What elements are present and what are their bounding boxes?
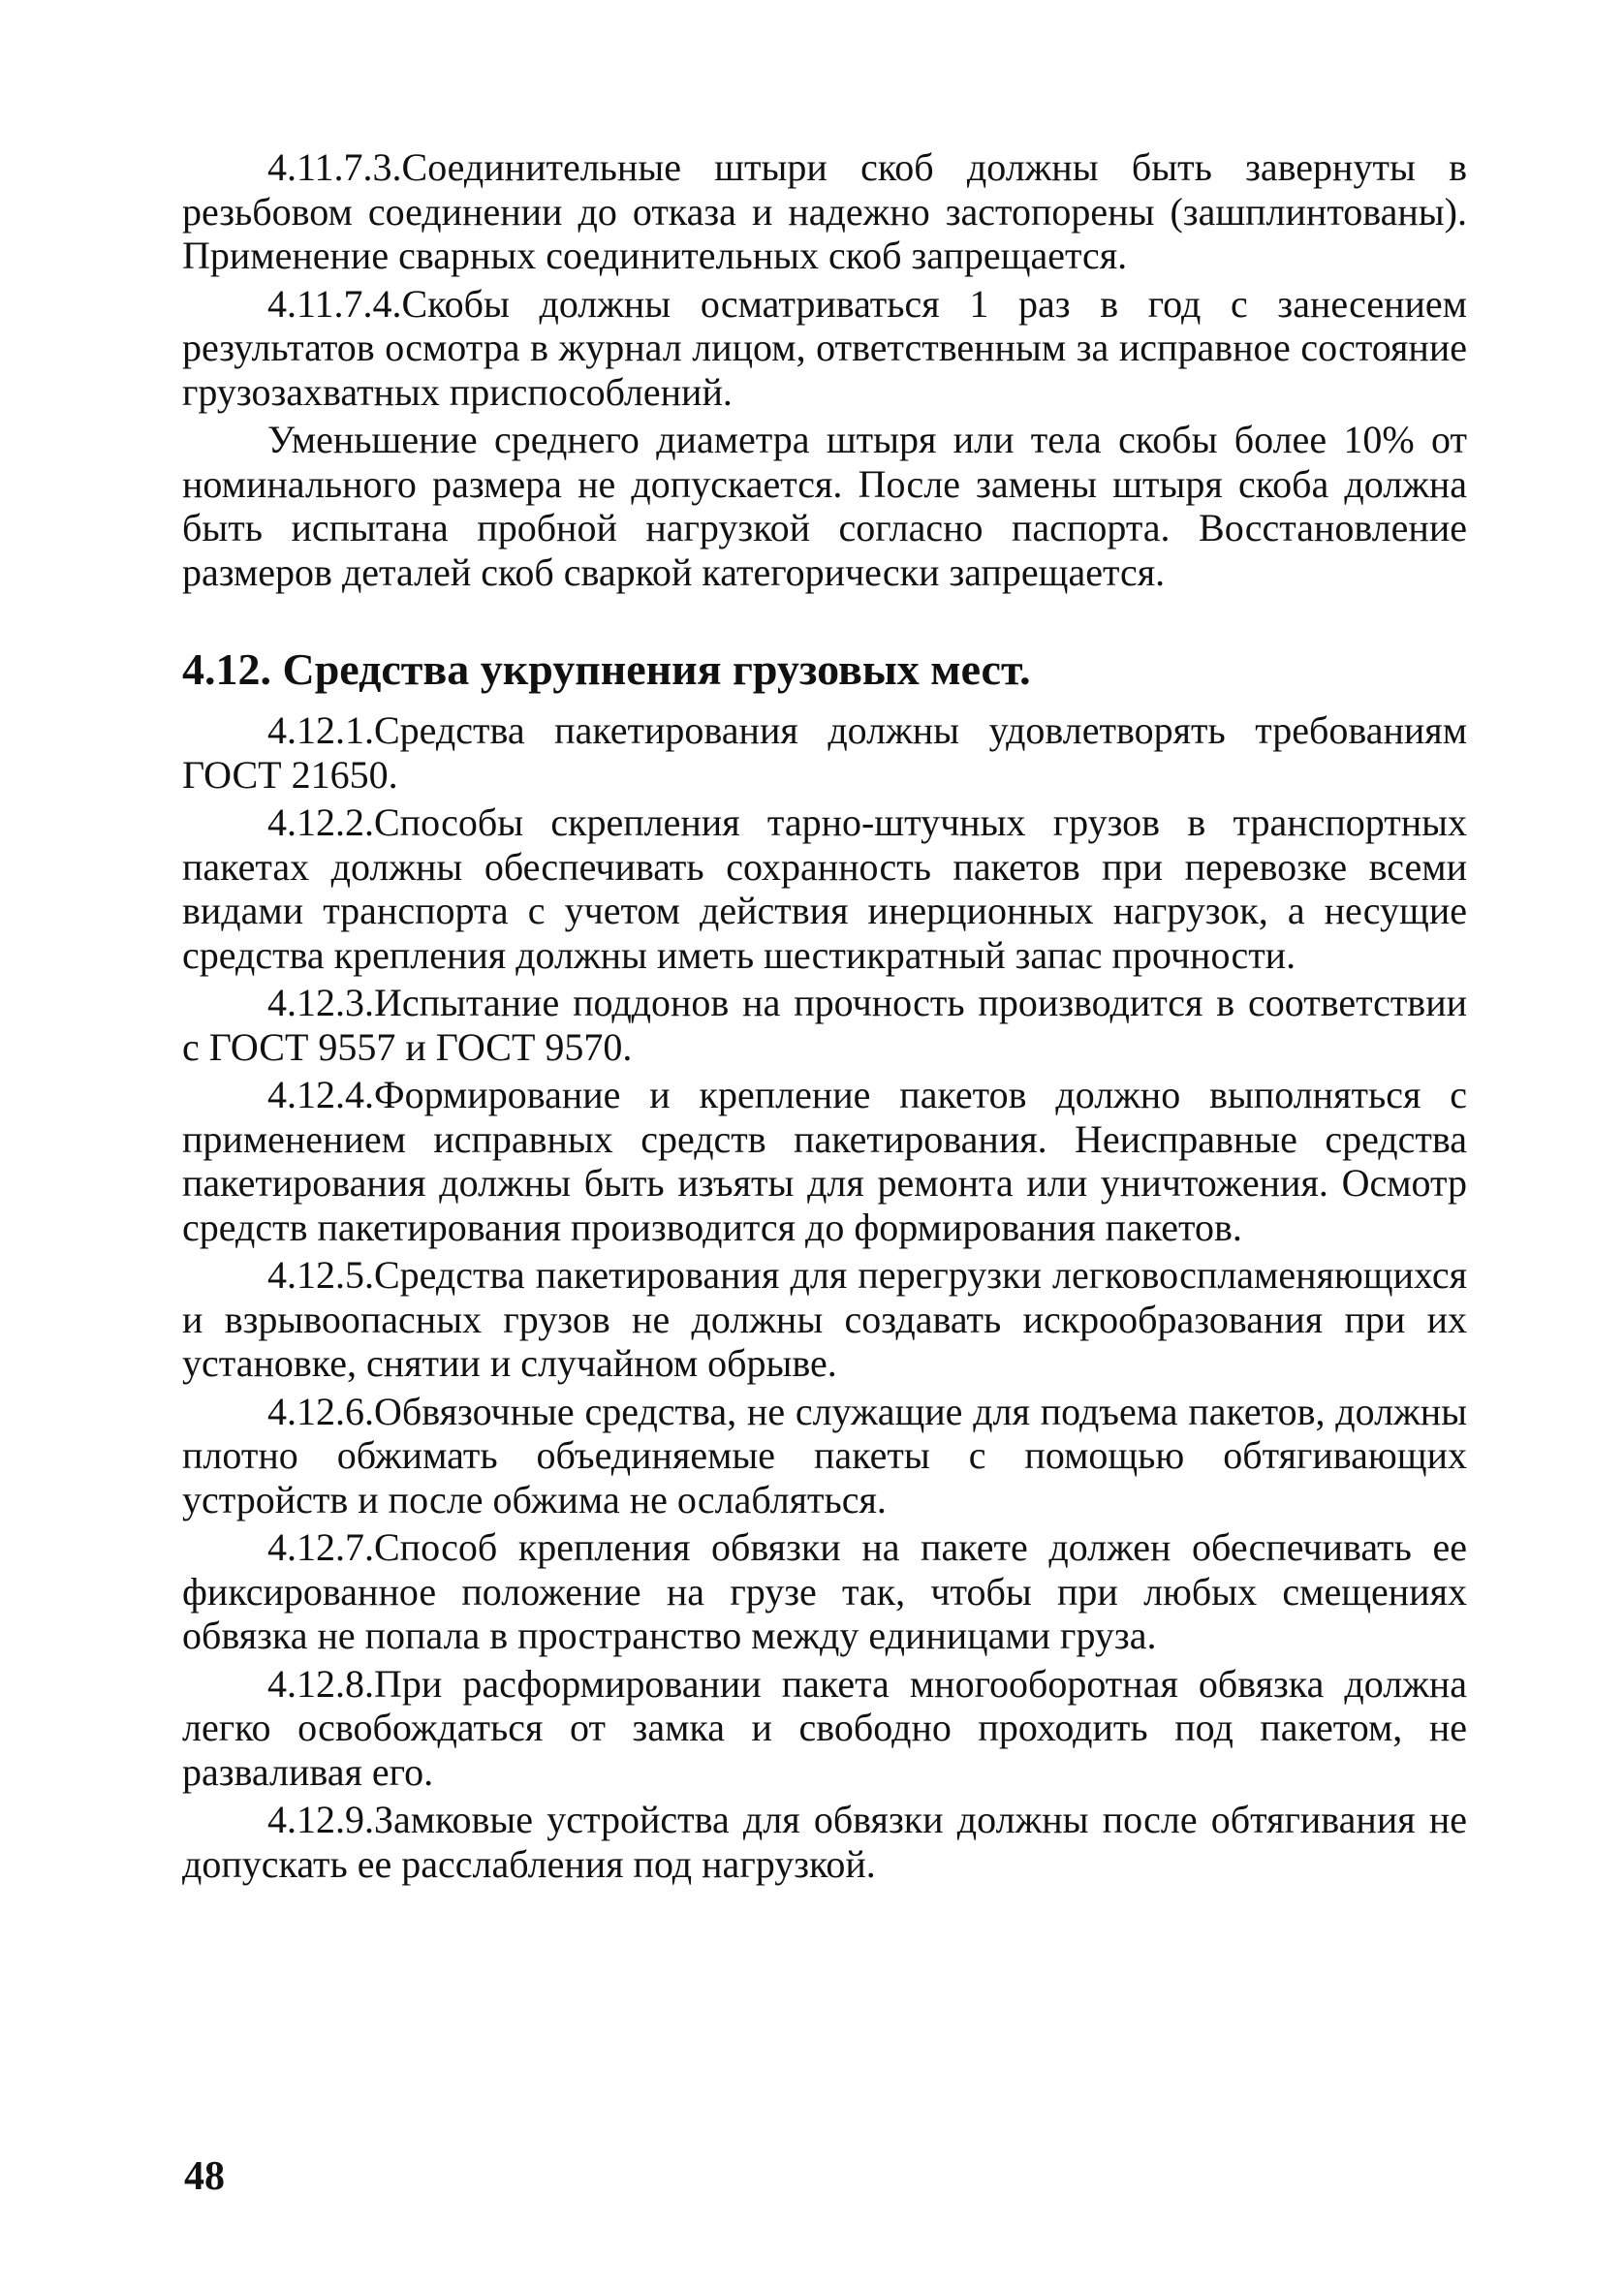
paragraph-4-12-8: 4.12.8.При расформировании пакета многооборотная обвязка должна легко освобождаться от замка и свободно проходить под пакетом, не разваливая его. xyxy=(182,1661,1467,1794)
paragraph-diameter-reduction: Уменьшение среднего диаметра штыря или тела скобы более 10% от номинального размера не допускается. После замены штыря скоба должна быть испытана пробной нагрузкой согласно паспорта. Восстановление размеров деталей скоб сваркой категорически запрещается. xyxy=(182,418,1467,594)
paragraph-4-12-2: 4.12.2.Способы скрепления тарно-штучных грузов в транспортных пакетах должны обеспечивать сохранность пакетов при перевозке всеми видами транспорта с учетом действия инерционных нагрузок, а несущие средства крепления должны иметь шестикратный запас прочности. xyxy=(182,800,1467,977)
paragraph-4-11-7-3: 4.11.7.3.Соединительные штыри скоб должны быть завернуты в резьбовом соединении до отказа и надежно застопорены (зашплинтованы). Применение сварных соединительных скоб запрещается. xyxy=(182,145,1467,277)
paragraph-4-12-5: 4.12.5.Средства пакетирования для перегрузки легковоспламеняющихся и взрывоопасных грузов не должны создавать искрообразования при их установке, снятии и случайном обрыве. xyxy=(182,1253,1467,1385)
page-number: 48 xyxy=(184,2154,225,2199)
paragraph-4-12-6: 4.12.6.Обвязочные средства, не служащие для подъема пакетов, должны плотно обжимать объединяемые пакеты с помощью обтягивающих устройств и после обжима не ослабляться. xyxy=(182,1389,1467,1521)
paragraph-4-12-9: 4.12.9.Замковые устройства для обвязки должны после обтягивания не допускать ее расслабления под нагрузкой. xyxy=(182,1798,1467,1886)
paragraph-4-11-7-4: 4.11.7.4.Скобы должны осматриваться 1 раз в год с занесением результатов осмотра в журнал лицом, ответственным за исправное состояние грузозахватных приспособлений. xyxy=(182,281,1467,414)
paragraph-4-12-4: 4.12.4.Формирование и крепление пакетов должно выполняться с применением исправных средств пакетирования. Неисправные средства пакетирования должны быть изъяты для ремонта или уничтожения. Осмотр средств пакетирования производится до формирования пакетов. xyxy=(182,1073,1467,1249)
section-heading-4-12: 4.12. Средства укрупнения грузовых мест. xyxy=(182,644,1031,694)
paragraph-4-12-7: 4.12.7.Способ крепления обвязки на пакете должен обеспечивать ее фиксированное положение на грузе так, чтобы при любых смещениях обвязка не попала в пространство между единицами груза. xyxy=(182,1525,1467,1657)
paragraph-4-12-1: 4.12.1.Средства пакетирования должны удовлетворять требованиям ГОСТ 21650. xyxy=(182,708,1467,797)
document-page xyxy=(182,145,1467,1890)
paragraph-4-12-3: 4.12.3.Испытание поддонов на прочность производится в соответствии с ГОСТ 9557 и ГОСТ 9570. xyxy=(182,981,1467,1069)
